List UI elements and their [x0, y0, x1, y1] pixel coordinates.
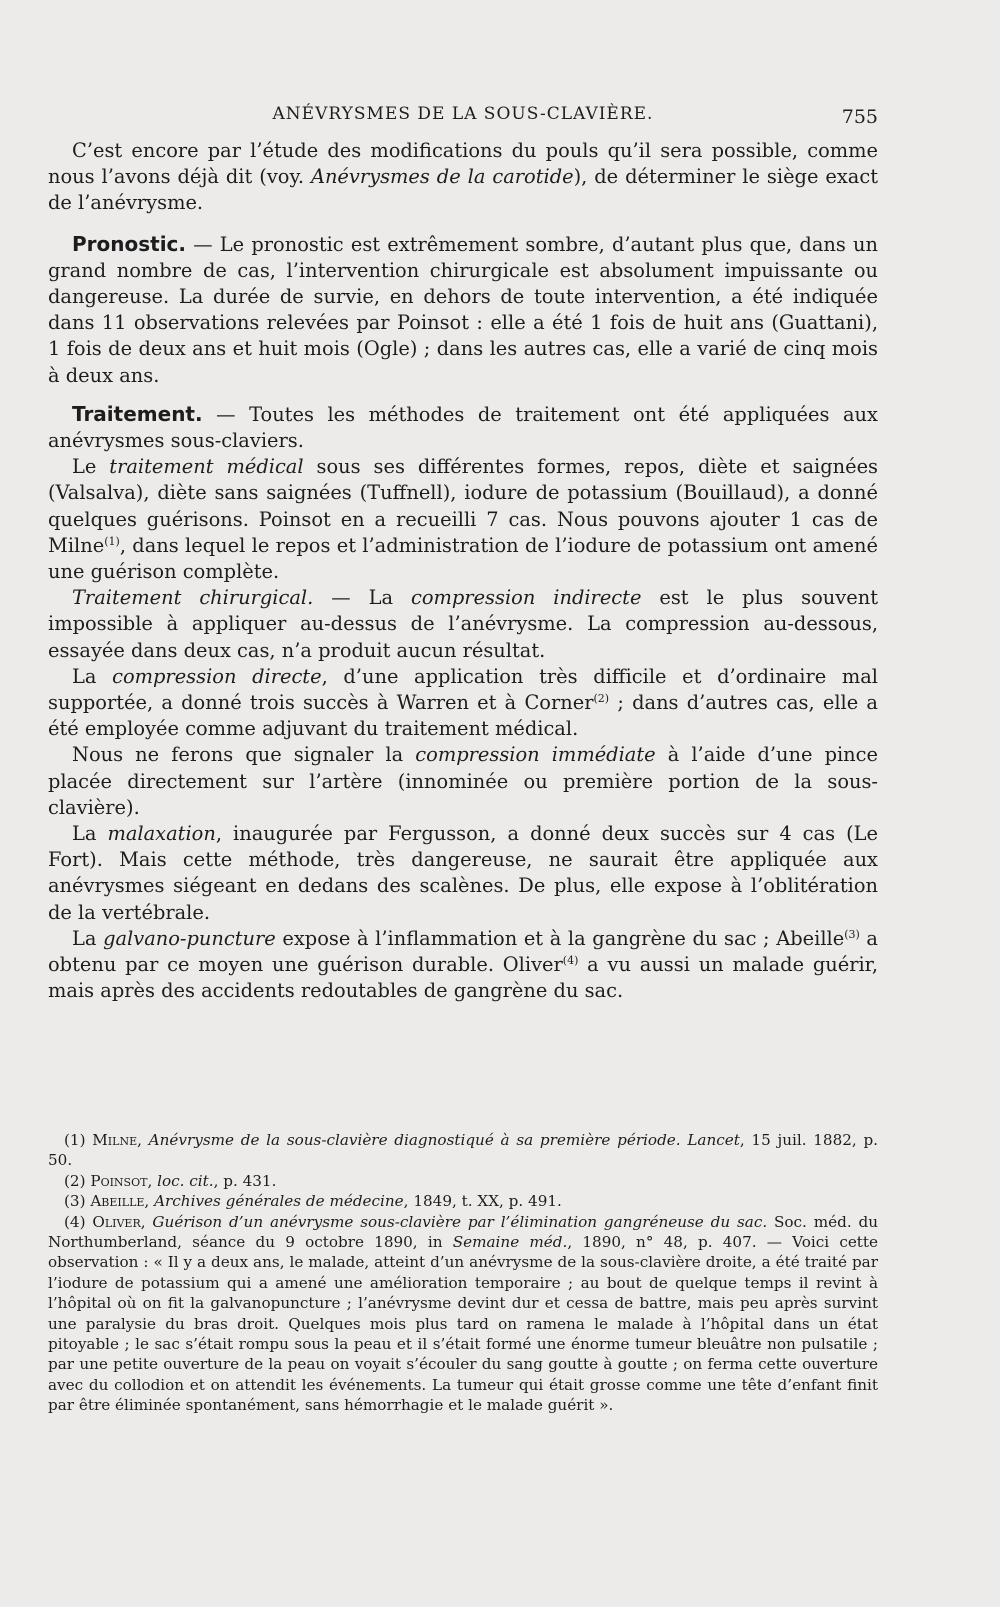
footnote-title: Anévrysme de la sous-clavière diagnostiqué à sa première période. Lancet	[148, 1131, 740, 1149]
text-run: La	[72, 926, 104, 950]
footnote-title: Guérison d’un anévrysme sous-clavière par l’élimination gangréneuse du sac.	[152, 1212, 768, 1231]
text-run: , p. 431.	[213, 1171, 277, 1190]
text-run: ; dans d’autres cas, elle a été employée comme adjuvant du traitement médical.	[48, 691, 878, 741]
footnote-number: (4)	[64, 1212, 86, 1231]
footnote-ref-4: (4)	[562, 954, 579, 968]
italic-run: Traitement chirurgical.	[72, 586, 314, 610]
paragraph-traitement-chirurgical	[48, 585, 878, 664]
text-run: , inaugurée par Fergusson, a donné deux succès sur 4 cas (Le Fort). Mais cette méthode, très dangereuse, ne saurait être appliquée aux anévrysmes siégeant en dedans des scalènes. De plus, elle expose à l’oblitération de la vertébrale.	[48, 822, 878, 924]
footnote-number: (3)	[64, 1192, 86, 1211]
italic-run: compression immédiate	[415, 743, 656, 767]
text-run: — La	[313, 586, 411, 610]
text-run: sous ses différentes formes, repos, diète et saignées (Valsalva), diète sans saignées (Tuffnell), iodure de potassium (Bouillaud), a donné quelques guérisons. Poinsot en a recueilli 7 cas. Nous pouvons ajouter 1 cas de Milne	[48, 455, 879, 557]
text-run: Le	[72, 455, 110, 479]
text-run: , 1890, n° 48, p. 407. — Voici cette observation : « Il y a deux ans, le malade, atteint d’un anévrysme de la sous-clavière droite, a été traité par l’iodure de potassium qui a amené une amélioration temporaire ; au bout de quelque temps il revint à l’hôpital où on fit la galvanopuncture ; l’anévrysme devint dur et cessa de battre, mais peu après survint une paralysie du bras droit. Quelques mois plus tard on ramena le malade à l’hôpital dans un état pitoyable ; le sac s’était rompu sous la peau et il s’était formé une énorme tumeur bleuâtre non pulsatile ; par une petite ouverture de la peau on voyait s’écouler du sang goutte à goutte ; on ferma cette ouverture avec du collodion et on attendit les événements. La tumeur qui était grosse comme une tête d’enfant finit par être éliminée spontanément, sans hémorrhagie et le malade guérit ».	[48, 1233, 879, 1415]
text-run: , 15 juil. 1882, p. 50.	[48, 1131, 879, 1170]
footnote-3: (3) Abeille, Archives générales de médecine, 1849, t. XX, p. 491.	[64, 1192, 562, 1211]
footnotes	[48, 1130, 878, 1416]
footnote-author: Oliver	[92, 1212, 141, 1231]
footnote-number: (1)	[64, 1131, 86, 1149]
paragraph-compression-directe	[48, 664, 878, 743]
footnote-ref-1: (1)	[104, 534, 120, 548]
text-run: a vu aussi un malade guérir, mais après des accidents redoutables de gangrène du sac.	[48, 953, 878, 1003]
page-header	[48, 104, 878, 130]
paragraph-pronostic	[48, 231, 878, 389]
text-run: Nous ne ferons que signaler la	[72, 743, 416, 767]
footnote-author: Abeille	[90, 1192, 145, 1211]
text-run: La	[72, 664, 113, 688]
footnote-1: (1) Milne, Anévrysme de la sous-clavière diagnostiqué à sa première période. Lancet, 15 juil. 1882, p. 50.	[48, 1131, 879, 1170]
text-run: est le plus souvent impossible à appliquer au-dessus de l’anévrysme. La compression au-dessous, essayée dans deux cas, n’a produit aucun résultat.	[48, 586, 878, 662]
footnote-ref-3: (3)	[844, 927, 860, 941]
italic-run: galvano-puncture	[103, 926, 276, 950]
page-number: 755	[841, 106, 878, 128]
text-run: à l’aide d’une pince placée directement sur l’artère (innominée ou première portion de la sous-clavière).	[48, 743, 879, 819]
italic-run: compression indirecte	[410, 586, 642, 610]
paragraph-traitement	[48, 401, 878, 454]
text-run: , d’une application très difficile et d’ordinaire mal supportée, a donné trois succès à Warren et à Corner	[48, 664, 879, 715]
footnote-author: Milne	[92, 1131, 138, 1149]
text-run: expose à l’inflammation et à la gangrène du sac ; Abeille	[275, 926, 845, 950]
text-run: C’est encore par l’étude des modifications du pouls qu’il sera possible, comme nous l’avons déjà dit (voy.	[48, 139, 878, 189]
text-run: , dans lequel le repos et l’administration de l’iodure de potassium ont amené une guérison complète.	[48, 533, 878, 584]
footnote-title: loc. cit.	[157, 1171, 214, 1190]
paragraph-traitement-medical	[48, 454, 878, 585]
paragraph-diagnostic	[48, 138, 878, 217]
paragraph-malaxation	[48, 821, 878, 926]
text-run: Soc. méd. du Northumberland, séance du 9 octobre 1890, in	[48, 1212, 879, 1252]
running-title: ANÉVRYSMES DE LA SOUS-CLAVIÈRE.	[272, 104, 654, 124]
paragraph-compression-immediate	[48, 742, 878, 821]
text-run: — Toutes les méthodes de traitement ont été appliquées aux anévrysmes sous-claviers.	[48, 402, 878, 453]
italic-run: malaxation	[107, 822, 216, 846]
footnote-title: Archives générales de médecine	[154, 1192, 404, 1211]
italic-run: traitement médical	[109, 455, 304, 479]
main-text	[48, 138, 878, 1005]
text-run: La	[72, 822, 108, 846]
section-title-traitement: Traitement.	[72, 401, 203, 426]
text-run: , 1849, t. XX, p. 491.	[403, 1192, 562, 1211]
footnote-author: Poinsot	[90, 1171, 148, 1190]
text-run: a obtenu par ce moyen une guérison durable. Oliver	[48, 926, 878, 977]
footnote-journal: Semaine méd.	[452, 1233, 568, 1252]
section-title-pronostic: Pronostic.	[72, 231, 187, 256]
text-run: ), de déterminer le siège exact de l’anévrysme.	[48, 165, 879, 215]
footnote-ref-2: (2)	[593, 692, 610, 706]
text-run: — Le pronostic est extrêmement sombre, d’autant plus que, dans un grand nombre de cas, l’intervention chirurgicale est absolument impuissante ou dangereuse. La durée de survie, en dehors de toute intervention, a été indiquée dans 11 observations relevées par Poinsot : elle a été 1 fois de huit ans (Guattani), 1 fois de deux ans et huit mois (Ogle) ; dans les autres cas, elle a varié de cinq mois à deux ans.	[48, 232, 878, 387]
paragraph-galvano-puncture	[48, 926, 878, 1005]
footnote-4: (4) Oliver, Guérison d’un anévrysme sous-clavière par l’élimination gangréneuse du sac. Soc. méd. du Northumberland, séance du 9 octobre 1890, in Semaine méd., 1890, n° 48, p. 407. — Voici cette observation : « Il y a deux ans, le malade, atteint d’un anévrysme de la sous-clavière droite, a été traité par l’iodure de potassium qui a amené une amélioration temporaire ; au bout de quelque temps il revint à l’hôpital où on fit la galvanopuncture ; l’anévrysme devint dur et cessa de battre, mais peu après survint une paralysie du bras droit. Quelques mois plus tard on ramena le malade à l’hôpital dans un état pitoyable ; le sac s’était rompu sous la peau et il s’était formé une énorme tumeur bleuâtre non pulsatile ; par une petite ouverture de la peau on voyait s’écouler du sang goutte à goutte ; on ferma cette ouverture avec du collodion et on attendit les événements. La tumeur qui était grosse comme une tête d’enfant finit par être éliminée spontanément, sans hémorrhagie et le malade guérit ».	[48, 1212, 879, 1415]
footnote-number: (2)	[64, 1171, 86, 1190]
italic-run: compression directe	[112, 664, 322, 688]
footnote-2: (2) Poinsot, loc. cit., p. 431.	[64, 1171, 277, 1190]
italic-run: Anévrysmes de la carotide	[310, 165, 574, 189]
